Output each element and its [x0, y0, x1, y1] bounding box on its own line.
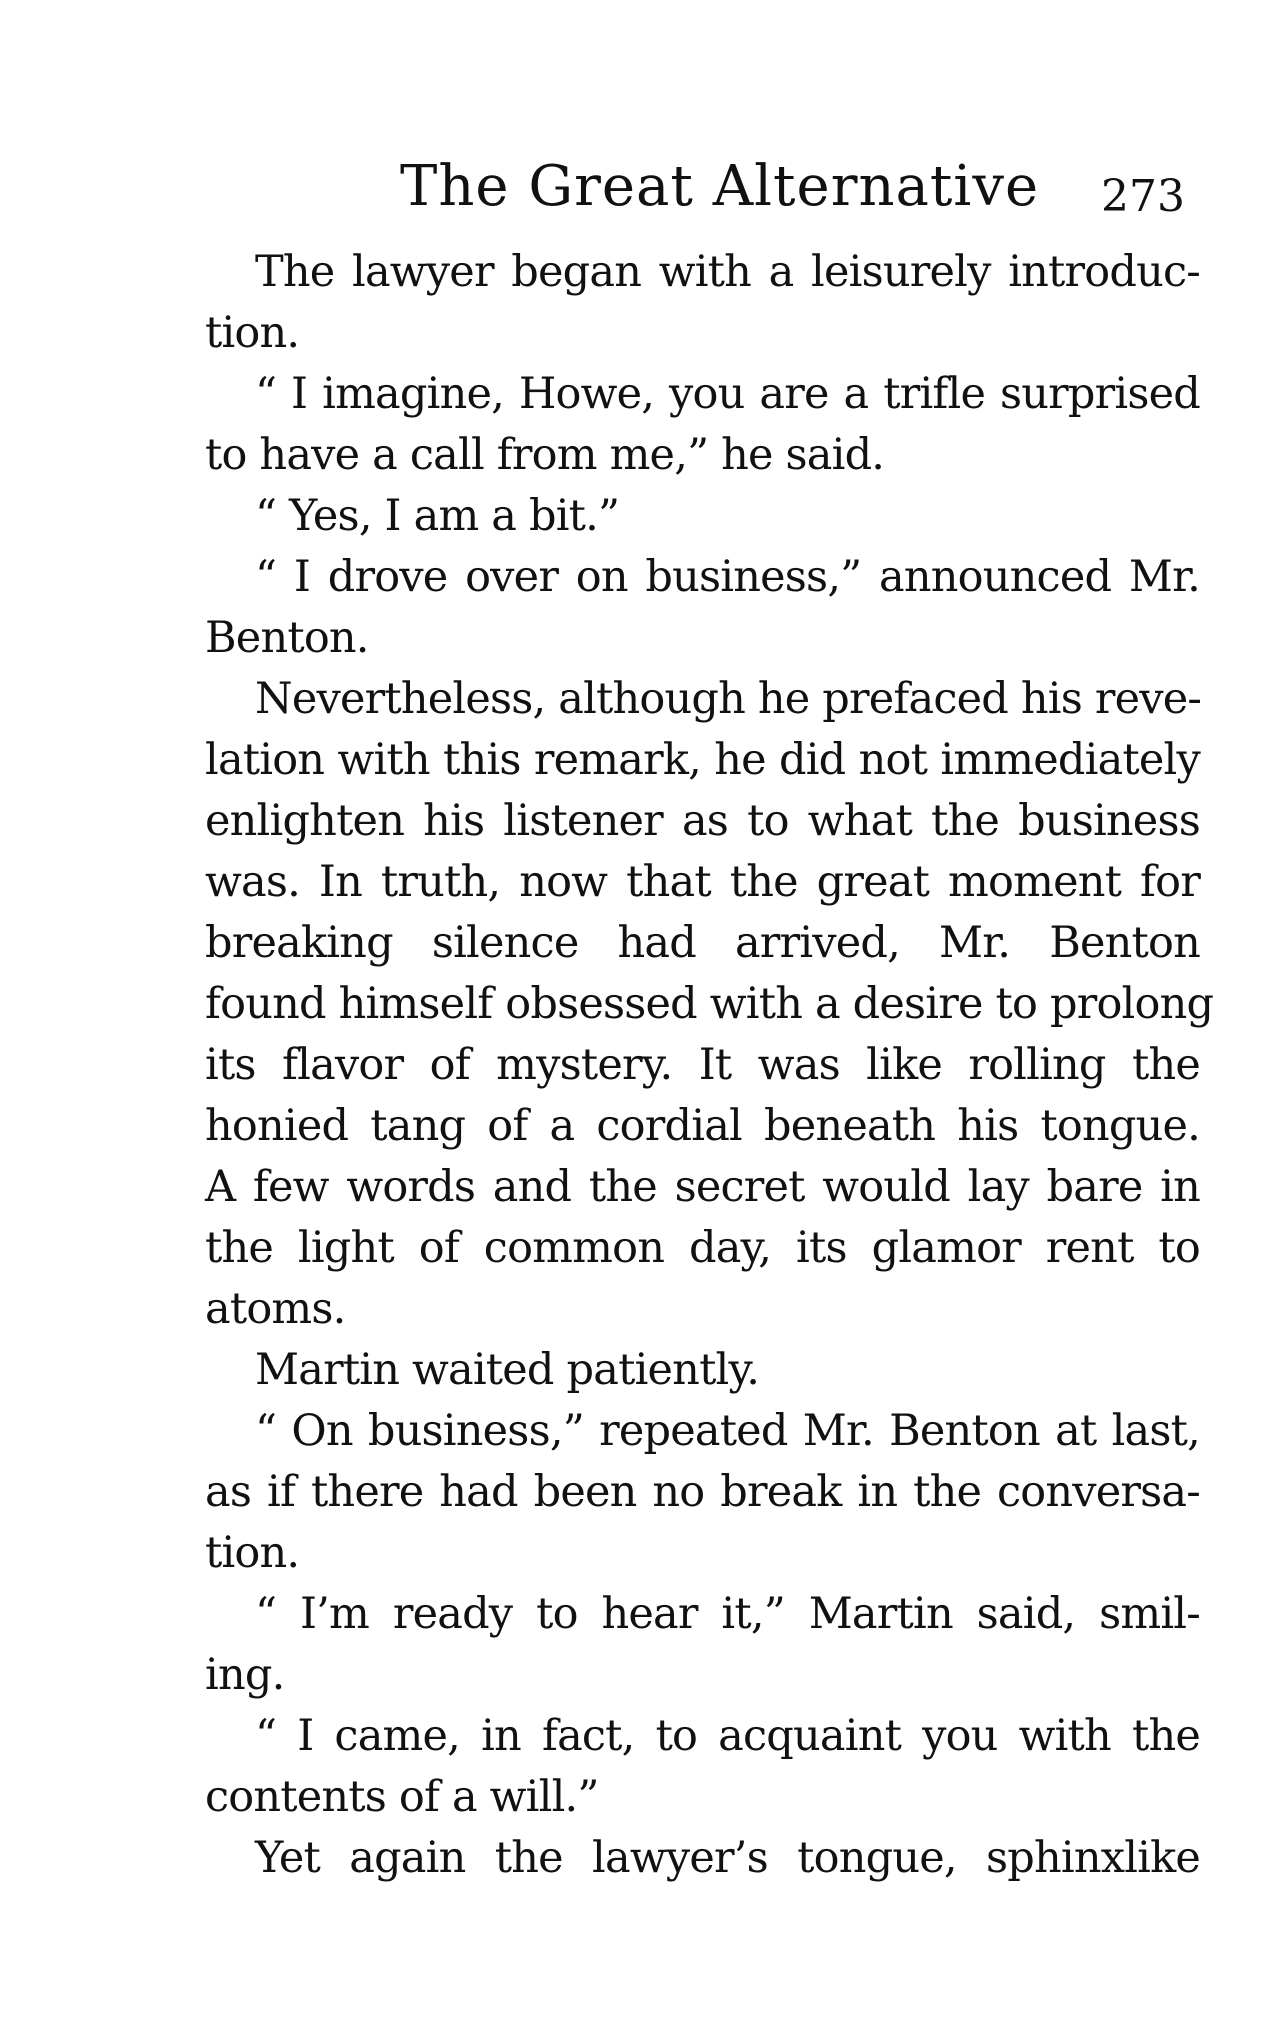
text-line: “ I drove over on business,” announced Mr. [255, 552, 1200, 602]
body-text [205, 242, 1214, 1889]
text-line: enlighten his listener as to what the business [205, 796, 1200, 846]
text-line: atoms. [205, 1284, 346, 1334]
text-line: found himself obsessed with a desire to prolong [205, 979, 1214, 1029]
text-line: Martin waited patiently. [255, 1345, 760, 1395]
text-line: A few words and the secret would lay bare in [205, 1162, 1200, 1212]
running-title: The Great Alternative [400, 154, 1040, 219]
text-line: breaking silence had arrived, Mr. Benton [205, 918, 1200, 968]
page-number: 273 [1101, 171, 1185, 222]
text-line: contents of a will.” [205, 1772, 599, 1822]
text-line: “ I imagine, Howe, you are a trifle surprised [255, 369, 1200, 419]
text-line: “ I came, in fact, to acquaint you with the [255, 1711, 1200, 1761]
text-line: lation with this remark, he did not immediately [205, 735, 1200, 785]
text-line: tion. [205, 308, 300, 358]
text-line: its flavor of mystery. It was like rolling the [205, 1040, 1200, 1090]
running-head [0, 152, 1279, 222]
text-line: “ I’m ready to hear it,” Martin said, smil- [255, 1589, 1200, 1639]
text-line: “ On business,” repeated Mr. Benton at last, [255, 1406, 1200, 1456]
text-line: The lawyer began with a leisurely introduc- [255, 247, 1200, 297]
text-line: Benton. [205, 613, 369, 663]
text-line: was. In truth, now that the great moment for [205, 857, 1200, 907]
text-line: Yet again the lawyer’s tongue, sphinxlike [255, 1833, 1200, 1883]
text-line: Nevertheless, although he prefaced his reve- [255, 674, 1202, 724]
text-line: “ Yes, I am a bit.” [255, 491, 620, 541]
text-line: ing. [205, 1650, 285, 1700]
text-line: to have a call from me,” he said. [205, 430, 885, 480]
text-line: tion. [205, 1528, 300, 1578]
text-line: as if there had been no break in the conversa- [205, 1467, 1200, 1517]
text-line: honied tang of a cordial beneath his tongue. [205, 1101, 1200, 1151]
text-line: the light of common day, its glamor rent to [205, 1223, 1200, 1273]
